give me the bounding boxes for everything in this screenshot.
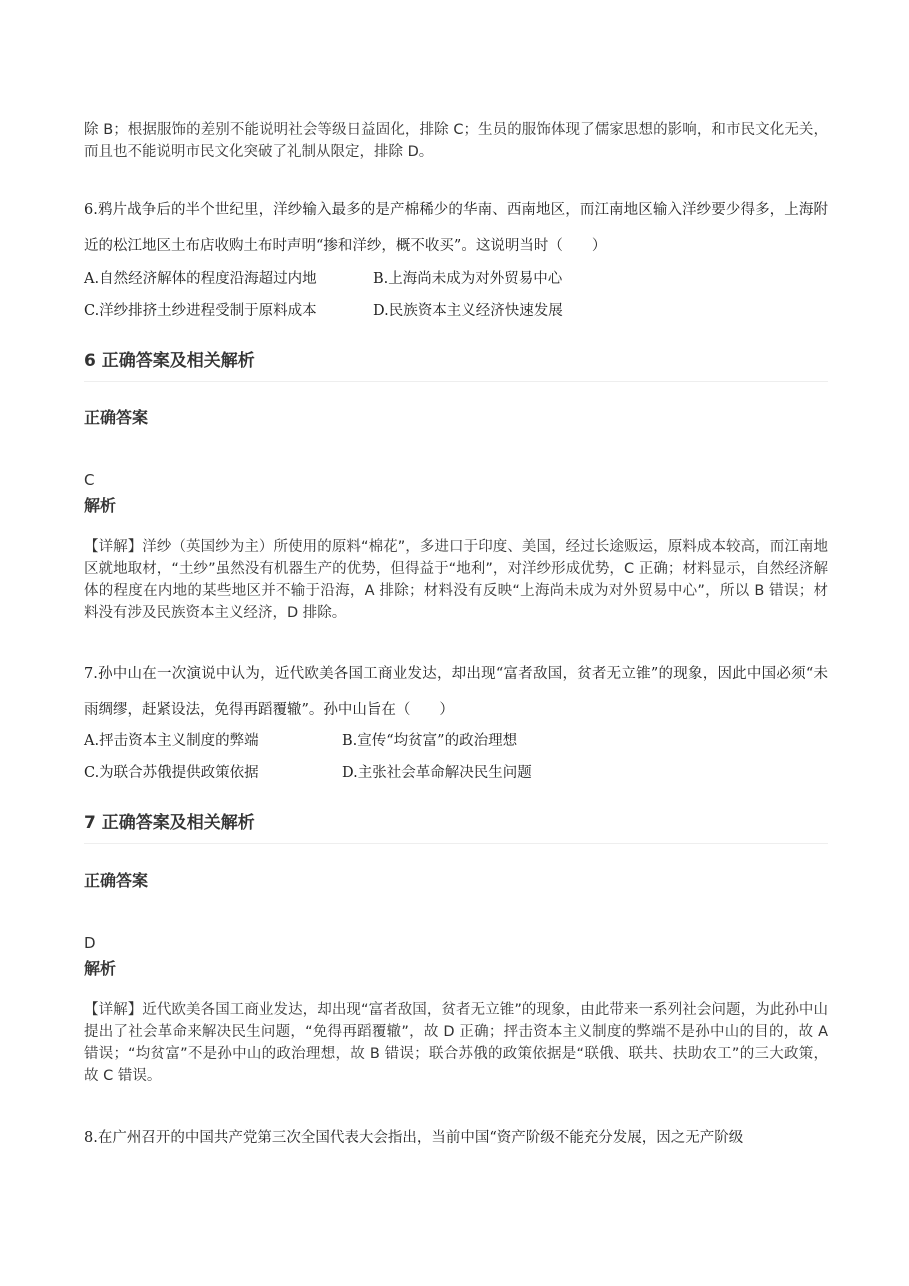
correct-answer: C [84,471,95,489]
analysis-text: 【详解】近代欧美各国工商业发达，却出现“富者敌国，贫者无立锥”的现象，由此带来一系列社会问题，为此孙中山提出了社会革命来解决民生问题，“免得再蹈覆辙”，故 D 正确；抨击资本主义制度的弊端不是孙中山的目的，故 A 错误；“均贫富”不是孙中山的政治理想，故 B 错误；联合苏俄的政策依据是“联俄、联共、扶助农工”的三大政策，故 C 错误。 [84,1002,828,1084]
previous-question-explanation: 除 B；根据服饰的差别不能说明社会等级日益固化，排除 C；生员的服饰体现了儒家思想的影响，和市民文化无关，而且也不能说明市民文化突破了礼制从限定，排除 D。 [84,122,828,160]
question-6-options [84,263,828,327]
answer-section-title: 7 正确答案及相关解析 [84,808,828,844]
option-b: B.宣传“均贫富”的政治理想 [342,733,518,749]
options-row [84,725,828,757]
option-c: C.为联合苏俄提供政策依据 [84,765,259,781]
analysis-label: 解析 [84,496,117,515]
option-c: C.洋纱排挤土纱进程受制于原料成本 [84,303,317,319]
answer-label: 正确答案 [84,871,149,890]
options-row [84,757,828,789]
answer-section-title: 6 正确答案及相关解析 [84,346,828,382]
question-7-options [84,725,828,789]
option-d: D.主张社会革命解决民生问题 [342,765,532,781]
analysis-text: 【详解】洋纱（英国纱为主）所使用的原料“棉花”，多进口于印度、美国，经过长途贩运，原料成本较高，而江南地区就地取材，“土纱”虽然没有机器生产的优势，但得益于“地利”，对洋纱形成优势，C 正确；材料显示，自然经济解体的程度在内地的某些地区并不输于沿海，A 排除；材料没有反映“上海尚未成为对外贸易中心”，所以 B 错误；材料没有涉及民族资本主义经济，D 排除。 [84,539,828,621]
correct-answer: D [84,934,96,952]
options-row [84,263,828,295]
question-6 [84,192,828,264]
answer-label: 正确答案 [84,408,149,427]
analysis-label: 解析 [84,959,117,978]
option-a: A.自然经济解体的程度沿海超过内地 [84,271,317,287]
question-6-stem: 6.鸦片战争后的半个世纪里，洋纱输入最多的是产棉稀少的华南、西南地区，而江南地区输入洋纱要少得多，上海附近的松江地区土布店收购土布时声明“掺和洋纱，概不收买”。这说明当时（ ） [84,202,828,254]
question-7-stem: 7.孙中山在一次演说中认为，近代欧美各国工商业发达，却出现“富者敌国，贫者无立锥”的现象，因此中国必须“未雨绸缪，赶紧设法，免得再蹈覆辙”。孙中山旨在（ ） [84,666,828,718]
question-8-stem: 8.在广州召开的中国共产党第三次全国代表大会指出，当前中国“资产阶级不能充分发展，因之无产阶级 [84,1130,744,1146]
option-a: A.抨击资本主义制度的弊端 [84,733,259,749]
question-8 [84,1120,828,1156]
option-b: B.上海尚未成为对外贸易中心 [373,271,563,287]
option-d: D.民族资本主义经济快速发展 [373,303,563,319]
question-7 [84,656,828,728]
options-row [84,295,828,327]
